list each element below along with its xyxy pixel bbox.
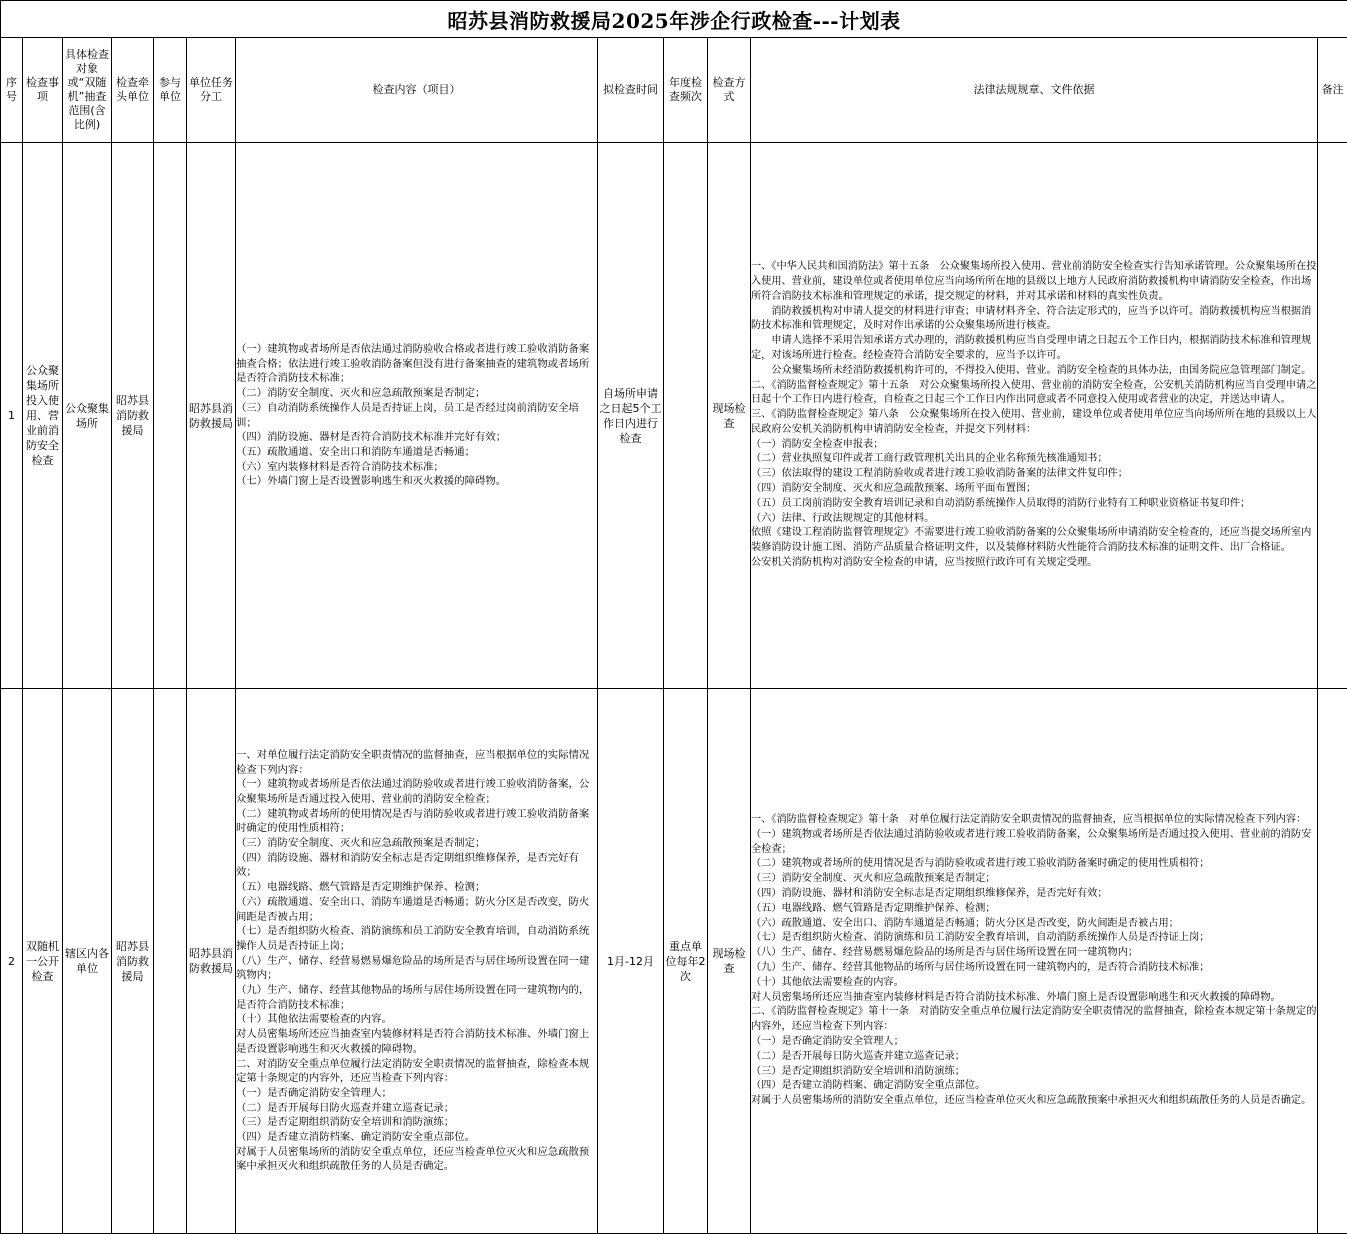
header-time: 拟检查时间 [598, 38, 664, 143]
row-lead-unit: 昭苏县消防救援局 [112, 689, 154, 1234]
header-participants: 参与单位 [154, 38, 187, 143]
table-title: 昭苏县消防救援局2025年涉企行政检查---计划表 [1, 1, 1347, 38]
row-no: 2 [1, 689, 23, 1234]
row-method: 现场检查 [708, 689, 751, 1234]
row-content: （一）建筑物或者场所是否依法通过消防验收合格或者进行竣工验收消防备案抽查合格；依法进行竣工验收消防备案但没有进行备案抽查的建筑物或者场所是否符合消防技术标准； （二）消防安全制度、灭火和应急疏散预案是否制定； （三）自动消防系统操作人员是否持证上岗，员工是否经过岗前消防安全培训； （四）消防设施、器材是否符合消防技术标准并完好有效； （五）疏散通道、安全出口和消防车通道是否畅通； （六）室内装修材料是否符合消防技术标准； （七）外墙门窗上是否设置影响逃生和灭火救援的障碍物。 [236, 143, 598, 689]
header-task-division: 单位任务分工 [187, 38, 236, 143]
header-object: 具体检查对象或“双随机”抽查范围(含比例) [63, 38, 112, 143]
row-legal-basis: 一、《中华人民共和国消防法》第十五条 公众聚集场所投入使用、营业前消防安全检查实行告知承诺管理。公众聚集场所在投入使用、营业前，建设单位或者使用单位应当向场所所在地的县级以上地方人民政府消防救援机构申请消防安全检查，作出场所符合消防技术标准和管理规定的承诺，提交规定的材料，并对其承诺和材料的真实性负责。 消防救援机构对申请人提交的材料进行审查；申请材料齐全、符合法定形式的，应当予以许可。消防救援机构应当根据消防技术标准和管理规定，及时对作出承诺的公众聚集场所进行核查。 申请人选择不采用告知承诺方式办理的，消防救援机构应当自受理申请之日起五个工作日内，根据消防技术标准和管理规定，对该场所进行检查。经检查符合消防安全要求的，应当予以许可。 公众聚集场所未经消防救援机构许可的，不得投入使用、营业。消防安全检查的具体办法，由国务院应急管理部门制定。 二、《消防监督检查规定》第十五条 对公众聚集场所投入使用、营业前的消防安全检查，公安机关消防机构应当自受理申请之日起十个工作日内进行检查，自检查之日起三个工作日内作出同意或者不同意投入使用或者营业的决定，并送达申请人。 三、《消防监督检查规定》第八条 公众聚集场所在投入使用、营业前，建设单位或者使用单位应当向场所所在地的县级以上人民政府公安机关消防机构申请消防安全检查，并提交下列材料： （一）消防安全检查申报表； （二）营业执照复印件或者工商行政管理机关出具的企业名称预先核准通知书； （三）依法取得的建设工程消防验收或者进行竣工验收消防备案的法律文件复印件； （四）消防安全制度、灭火和应急疏散预案、场所平面布置图； （五）员工岗前消防安全教育培训记录和自动消防系统操作人员取得的消防行业特有工种职业资格证书复印件； （六）法律、行政法规规定的其他材料。 依照《建设工程消防监督管理规定》不需要进行竣工验收消防备案的公众聚集场所申请消防安全检查的，还应当提交场所室内装修消防设计施工图、消防产品质量合格证明文件，以及装修材料防火性能符合消防技术标准的证明文件、出厂合格证。 公安机关消防机构对消防安全检查的申请，应当按照行政许可有关规定受理。 [751, 143, 1318, 689]
table-row [1, 143, 1347, 689]
header-no: 序号 [1, 38, 23, 143]
table-row [1, 689, 1347, 1234]
row-method: 现场检查 [708, 143, 751, 689]
header-legal-basis: 法律法规规章、文件依据 [751, 38, 1318, 143]
header-item: 检查事项 [23, 38, 63, 143]
row-frequency: 重点单位每年2次 [664, 689, 708, 1234]
header-frequency: 年度检查频次 [664, 38, 708, 143]
header-remark: 备注 [1318, 38, 1347, 143]
header-method: 检查方式 [708, 38, 751, 143]
header-content: 检查内容（项目） [236, 38, 598, 143]
row-item: 双随机一公开检查 [23, 689, 63, 1234]
row-task-division: 昭苏县消防救援局 [187, 143, 236, 689]
row-task-division: 昭苏县消防救援局 [187, 689, 236, 1234]
row-lead-unit: 昭苏县消防救援局 [112, 143, 154, 689]
row-frequency [664, 143, 708, 689]
row-participants [154, 143, 187, 689]
row-remark [1318, 689, 1347, 1234]
row-object: 辖区内各单位 [63, 689, 112, 1234]
row-remark [1318, 143, 1347, 689]
row-time: 自场所申请之日起5个工作日内进行检查 [598, 143, 664, 689]
header-lead-unit: 检查牵头单位 [112, 38, 154, 143]
row-content: 一、对单位履行法定消防安全职责情况的监督抽查，应当根据单位的实际情况检查下列内容： （一）建筑物或者场所是否依法通过消防验收或者进行竣工验收消防备案，公众聚集场所是否通过投入使用、营业前的消防安全检查； （二）建筑物或者场所的使用情况是否与消防验收或者进行竣工验收消防备案时确定的使用性质相符； （三）消防安全制度、灭火和应急疏散预案是否制定； （四）消防设施、器材和消防安全标志是否定期组织维修保养，是否完好有效； （五）电器线路、燃气管路是否定期维护保养、检测； （六）疏散通道、安全出口、消防车通道是否畅通；防火分区是否改变，防火间距是否被占用； （七）是否组织防火检查、消防演练和员工消防安全教育培训，自动消防系统操作人员是否持证上岗； （八）生产、储存、经营易燃易爆危险品的场所是否与居住场所设置在同一建筑物内； （九）生产、储存、经营其他物品的场所与居住场所设置在同一建筑物内的，是否符合消防技术标准； （十）其他依法需要检查的内容。 对人员密集场所还应当抽查室内装修材料是否符合消防技术标准、外墙门窗上是否设置影响逃生和灭火救援的障碍物。 二、对消防安全重点单位履行法定消防安全职责情况的监督抽查，除检查本规定第十条规定的内容外，还应当检查下列内容： （一）是否确定消防安全管理人； （二）是否开展每日防火巡查并建立巡查记录； （三）是否定期组织消防安全培训和消防演练； （四）是否建立消防档案、确定消防安全重点部位。 对属于人员密集场所的消防安全重点单位，还应当检查单位灭火和应急疏散预案中承担灭火和组织疏散任务的人员是否确定。 [236, 689, 598, 1234]
row-no: 1 [1, 143, 23, 689]
row-time: 1月-12月 [598, 689, 664, 1234]
row-participants [154, 689, 187, 1234]
row-legal-basis: 一、《消防监督检查规定》第十条 对单位履行法定消防安全职责情况的监督抽查，应当根据单位的实际情况检查下列内容： （一）建筑物或者场所是否依法通过消防验收或者进行竣工验收消防备案，公众聚集场所是否通过投入使用、营业前的消防安全检查； （二）建筑物或者场所的使用情况是否与消防验收或者进行竣工验收消防备案时确定的使用性质相符； （三）消防安全制度、灭火和应急疏散预案是否制定； （四）消防设施、器材和消防安全标志是否定期组织维修保养，是否完好有效； （五）电器线路、燃气管路是否定期维护保养、检测； （六）疏散通道、安全出口、消防车通道是否畅通；防火分区是否改变，防火间距是否被占用； （七）是否组织防火检查、消防演练和员工消防安全教育培训，自动消防系统操作人员是否持证上岗； （八）生产、储存、经营易燃易爆危险品的场所是否与居住场所设置在同一建筑物内； （九）生产、储存、经营其他物品的场所与居住场所设置在同一建筑物内的，是否符合消防技术标准； （十）其他依法需要检查的内容。 对人员密集场所还应当抽查室内装修材料是否符合消防技术标准、外墙门窗上是否设置影响逃生和灭火救援的障碍物。 二、《消防监督检查规定》第十一条 对消防安全重点单位履行法定消防安全职责情况的监督抽查，除检查本规定第十条规定的内容外，还应当检查下列内容： （一）是否确定消防安全管理人； （二）是否开展每日防火巡查并建立巡查记录； （三）是否定期组织消防安全培训和消防演练； （四）是否建立消防档案、确定消防安全重点部位。 对属于人员密集场所的消防安全重点单位，还应当检查单位灭火和应急疏散预案中承担灭火和组织疏散任务的人员是否确定。 [751, 689, 1318, 1234]
row-object: 公众聚集场所 [63, 143, 112, 689]
row-item: 公众聚集场所投入使用、营业前消防安全检查 [23, 143, 63, 689]
header-row [1, 38, 1347, 143]
